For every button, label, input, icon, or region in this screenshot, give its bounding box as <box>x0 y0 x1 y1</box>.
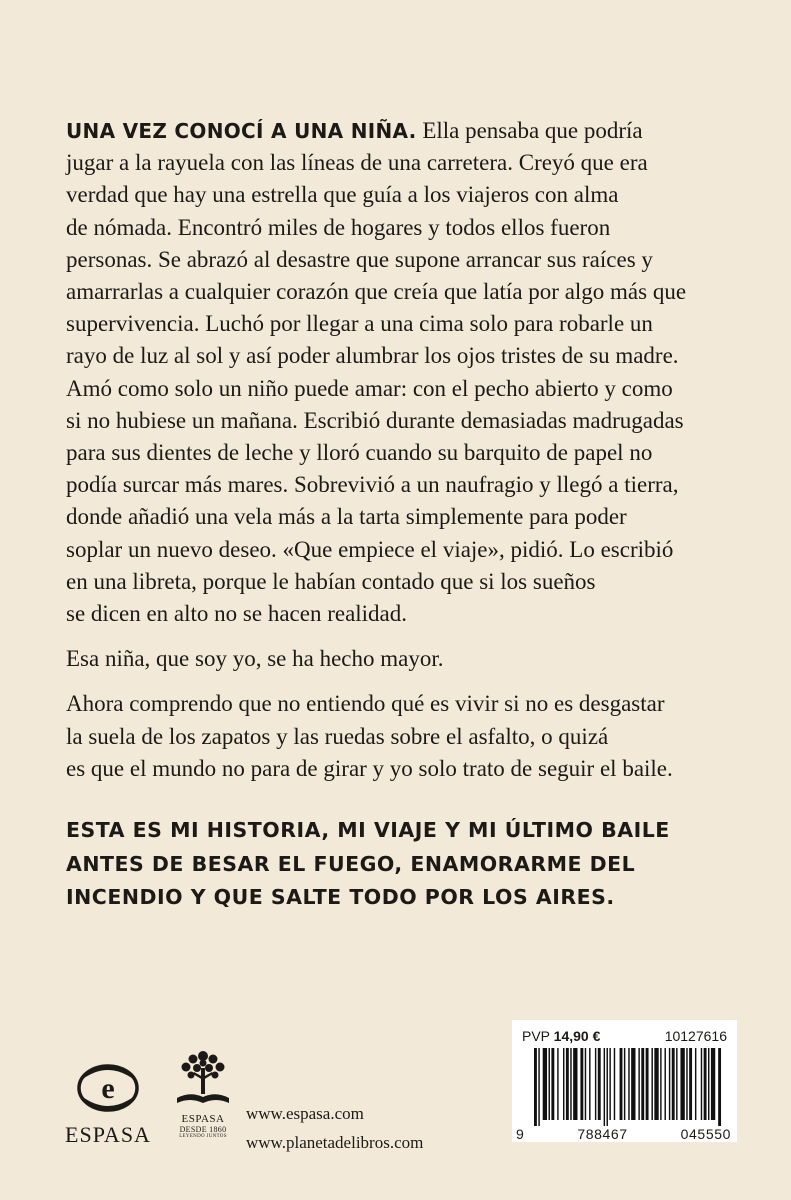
synopsis-line: es que el mundo no para de girar y yo solo trato de seguir el baile. <box>66 755 673 781</box>
product-code: 10127616 <box>664 1028 727 1044</box>
tree-logo-name: ESPASA <box>181 1113 225 1125</box>
synopsis-line: rayo de luz al sol y así poder alumbrar los ojos tristes de su madre. <box>66 343 679 369</box>
synopsis-line: para sus dientes de leche y lloró cuando su barquito de papel no <box>66 440 653 466</box>
barcode-panel <box>512 1020 737 1142</box>
synopsis-line: supervivencia. Luchó por llegar a una cima solo para robarle un <box>66 311 653 337</box>
back-cover-synopsis <box>66 115 736 785</box>
tree-book-icon <box>173 1046 233 1108</box>
synopsis-line: UNA VEZ CONOCÍ A UNA NIÑA. Ella pensaba que podría <box>66 118 643 143</box>
synopsis-paragraph-1 <box>66 115 736 630</box>
price-value: 14,90 € <box>553 1028 601 1044</box>
tree-logo-since: DESDE 1860 <box>179 1125 227 1134</box>
svg-text:e: e <box>101 1072 115 1105</box>
closing-line: INCENDIO Y QUE SALTE TODO POR LOS AIRES. <box>66 885 615 909</box>
isbn-right-digits: 045550 <box>680 1126 731 1142</box>
espasa-link[interactable]: www.espasa.com <box>246 1104 364 1123</box>
isbn-digits <box>516 1126 731 1142</box>
synopsis-line: jugar a la rayuela con las líneas de una carretera. Creyó que era <box>66 150 648 176</box>
synopsis-line: Amó como solo un niño puede amar: con el pecho abierto y como <box>66 375 673 401</box>
synopsis-paragraph-3 <box>66 688 736 785</box>
synopsis-line: donde añadió una vela más a la tarta simplemente para poder <box>66 504 627 530</box>
barcode-icon <box>534 1048 724 1126</box>
espasa-logo <box>58 1058 158 1148</box>
planetadelibros-link[interactable]: www.planetadelibros.com <box>246 1133 424 1152</box>
synopsis-line: personas. Se abrazó al desastre que supone arrancar sus raíces y <box>66 246 653 272</box>
synopsis-line: verdad que hay una estrella que guía a los viajeros con alma <box>66 182 619 208</box>
synopsis-line: se dicen en alto no se hacen realidad. <box>66 601 408 627</box>
closing-line: ESTA ES MI HISTORIA, MI VIAJE Y MI ÚLTIMO BAILE <box>66 818 670 842</box>
synopsis-line: Ahora comprendo que no entiendo qué es vivir si no es desgastar <box>66 691 665 717</box>
synopsis-line: amarrarlas a cualquier corazón que creía que latía por algo más que <box>66 279 687 305</box>
espasa-wordmark: ESPASA <box>65 1122 151 1147</box>
isbn-first-digit: 9 <box>516 1126 525 1142</box>
price-row <box>522 1028 727 1044</box>
isbn-left-digits: 788467 <box>577 1126 628 1142</box>
synopsis-line: soplar un nuevo deseo. «Que empiece el viaje», pidió. Lo escribió <box>66 536 674 562</box>
synopsis-lead: UNA VEZ CONOCÍ A UNA NIÑA. <box>66 119 417 143</box>
publisher-links <box>246 1099 423 1157</box>
synopsis-paragraph-2: Esa niña, que soy yo, se ha hecho mayor. <box>66 646 444 672</box>
synopsis-line: en una libreta, porque le habían contado que si los sueños <box>66 568 596 594</box>
closing-statement <box>66 814 746 915</box>
synopsis-line: podía surcar más mares. Sobrevivió a un naufragio y llegó a tierra, <box>66 472 679 498</box>
synopsis-line: de nómada. Encontró miles de hogares y todos ellos fueron <box>66 214 611 240</box>
espasa-tree-logo <box>168 1046 238 1156</box>
price-label: PVP 14,90 € <box>522 1028 601 1044</box>
closing-line: ANTES DE BESAR EL FUEGO, ENAMORARME DEL <box>66 851 636 876</box>
synopsis-line: la suela de los zapatos y las ruedas sobre el asfalto, o quizá <box>66 723 609 749</box>
tree-logo-motto: LEYENDO JUNTOS <box>179 1134 227 1139</box>
synopsis-line: si no hubiese un mañana. Escribió durante demasiadas madrugadas <box>66 407 684 433</box>
espasa-e-emblem-icon <box>73 1058 143 1120</box>
